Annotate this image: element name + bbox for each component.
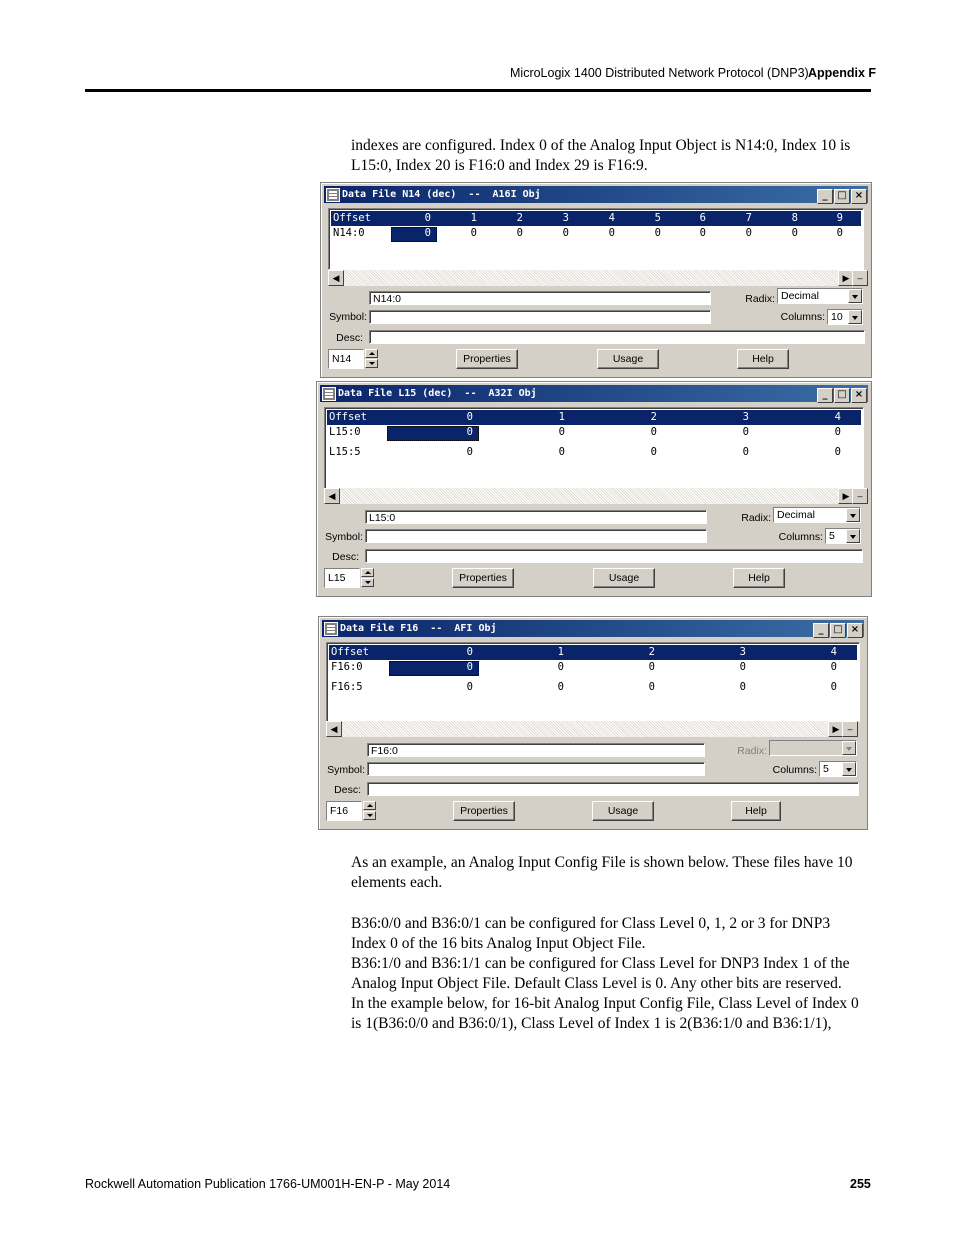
- columns-value: 10: [831, 311, 843, 323]
- text-line: B36:1/0 and B36:1/1 can be configured for Class Level for DNP3 Index 1 of the: [351, 955, 850, 972]
- window-titlebar[interactable]: [324, 186, 868, 203]
- columns-value: 5: [823, 763, 829, 775]
- table-row[interactable]: [327, 425, 861, 440]
- spin-up-icon[interactable]: [365, 349, 378, 358]
- file-spinner-value[interactable]: N14: [328, 349, 364, 369]
- symbol-field[interactable]: [369, 310, 711, 324]
- spin-up-icon[interactable]: [363, 801, 376, 810]
- maximize-icon[interactable]: □: [830, 623, 846, 638]
- split-icon[interactable]: –: [852, 488, 868, 504]
- text-line: In the example below, for 16-bit Analog Input Config File, Class Level of Index 0: [351, 995, 859, 1012]
- column-header: 4: [608, 212, 615, 224]
- chevron-down-icon[interactable]: [846, 529, 860, 543]
- columns-label: Columns:: [778, 531, 823, 543]
- column-header: 1: [470, 212, 477, 224]
- window-title: Data File F16 -- AFI Obj: [340, 623, 497, 634]
- table-cell[interactable]: 0: [739, 661, 746, 673]
- table-cell[interactable]: 0: [742, 426, 749, 438]
- spin-down-icon[interactable]: [363, 811, 376, 820]
- file-spinner[interactable]: [324, 568, 376, 588]
- table-cell[interactable]: 0: [791, 227, 798, 239]
- column-header: 3: [739, 646, 746, 658]
- text-line: elements each.: [351, 874, 443, 891]
- properties-button[interactable]: Properties: [453, 801, 515, 821]
- data-grid[interactable]: [326, 642, 860, 722]
- footer-publication: Rockwell Automation Publication 1766-UM001H-EN-P - May 2014: [85, 1177, 451, 1191]
- file-spinner-value[interactable]: F16: [326, 801, 362, 821]
- spin-down-icon[interactable]: [365, 359, 378, 368]
- table-row[interactable]: [329, 680, 857, 695]
- data-file-window-l15[interactable]: [316, 381, 872, 597]
- table-cell[interactable]: 0: [466, 426, 473, 438]
- desc-field[interactable]: [369, 330, 865, 344]
- column-header: 7: [745, 212, 752, 224]
- desc-label: Desc:: [336, 332, 363, 344]
- desc-label: Desc:: [334, 784, 361, 796]
- window-app-icon: [326, 188, 340, 202]
- table-cell[interactable]: 0: [424, 227, 431, 239]
- properties-button[interactable]: Properties: [452, 568, 514, 588]
- table-cell[interactable]: 0: [836, 227, 843, 239]
- table-cell[interactable]: 0: [516, 227, 523, 239]
- help-button[interactable]: Help: [737, 349, 789, 369]
- minimize-icon[interactable]: _: [817, 189, 833, 204]
- table-cell[interactable]: 0: [558, 446, 565, 458]
- column-header: 6: [699, 212, 706, 224]
- window-app-icon: [324, 622, 338, 636]
- column-header: Offset: [333, 212, 371, 224]
- scroll-right-icon[interactable]: ▶: [838, 488, 854, 504]
- grid-header-row: [327, 410, 861, 425]
- row-offset: N14:0: [333, 227, 365, 239]
- chevron-down-icon[interactable]: [842, 762, 856, 776]
- chevron-down-icon[interactable]: [848, 289, 862, 303]
- usage-button[interactable]: Usage: [592, 801, 654, 821]
- radix-label: Radix:: [745, 293, 775, 305]
- row-offset: L15:0: [329, 426, 361, 438]
- usage-button[interactable]: Usage: [597, 349, 659, 369]
- address-field[interactable]: L15:0: [365, 510, 707, 524]
- column-header: 0: [424, 212, 431, 224]
- data-grid[interactable]: [324, 407, 864, 489]
- text-line: As an example, an Analog Input Config File is shown below. These files have 10: [351, 854, 853, 871]
- table-cell[interactable]: 0: [466, 446, 473, 458]
- chevron-down-icon: [842, 741, 856, 755]
- table-cell[interactable]: 0: [834, 426, 841, 438]
- body-paragraph: [351, 853, 871, 893]
- row-offset: F16:0: [331, 661, 363, 673]
- scroll-track[interactable]: [344, 270, 838, 286]
- horizontal-scrollbar[interactable]: [326, 721, 860, 736]
- table-cell[interactable]: 0: [654, 227, 661, 239]
- column-header: 3: [742, 411, 749, 423]
- radix-label: Radix:: [741, 512, 771, 524]
- table-cell[interactable]: 0: [558, 426, 565, 438]
- text-line: indexes are configured. Index 0 of the Analog Input Object is N14:0, Index 10 is: [351, 137, 851, 154]
- column-header: Offset: [331, 646, 369, 658]
- columns-label: Columns:: [780, 311, 825, 323]
- scroll-right-icon[interactable]: ▶: [838, 270, 854, 286]
- scroll-right-icon[interactable]: ▶: [828, 721, 844, 737]
- chevron-down-icon[interactable]: [848, 310, 862, 324]
- table-cell[interactable]: 0: [745, 227, 752, 239]
- columns-select[interactable]: [827, 309, 863, 325]
- columns-select[interactable]: [819, 761, 857, 777]
- scroll-track[interactable]: [340, 488, 838, 504]
- intro-paragraph: [351, 136, 871, 176]
- text-line: Index 0 of the 16 bits Analog Input Object File.: [351, 935, 646, 952]
- row-offset: L15:5: [329, 446, 361, 458]
- column-header: 2: [650, 411, 657, 423]
- column-header: 3: [562, 212, 569, 224]
- column-header: 2: [516, 212, 523, 224]
- desc-label: Desc:: [332, 551, 359, 563]
- symbol-field[interactable]: [365, 529, 707, 543]
- file-spinner[interactable]: [328, 349, 380, 369]
- row-offset: F16:5: [331, 681, 363, 693]
- radix-select[interactable]: [777, 288, 863, 304]
- desc-field[interactable]: [365, 549, 863, 563]
- table-cell[interactable]: 0: [648, 681, 655, 693]
- column-header: 2: [648, 646, 655, 658]
- properties-button[interactable]: Properties: [456, 349, 518, 369]
- spin-down-icon[interactable]: [361, 578, 374, 587]
- split-icon[interactable]: –: [842, 721, 858, 737]
- help-button[interactable]: Help: [731, 801, 781, 821]
- symbol-label: Symbol:: [325, 531, 363, 543]
- scroll-left-icon[interactable]: ◀: [328, 270, 344, 286]
- data-file-window-f16[interactable]: [318, 616, 868, 830]
- table-cell[interactable]: 0: [608, 227, 615, 239]
- desc-field[interactable]: [367, 782, 859, 796]
- column-header: 8: [791, 212, 798, 224]
- window-titlebar[interactable]: [322, 620, 864, 637]
- table-cell[interactable]: 0: [742, 446, 749, 458]
- spin-up-icon[interactable]: [361, 568, 374, 577]
- table-cell[interactable]: 0: [562, 227, 569, 239]
- file-spinner[interactable]: [326, 801, 378, 821]
- symbol-label: Symbol:: [327, 764, 365, 776]
- text-line: L15:0, Index 20 is F16:0 and Index 29 is F16:9.: [351, 157, 648, 174]
- radix-select: [769, 740, 857, 756]
- address-field[interactable]: F16:0: [367, 743, 705, 757]
- scroll-left-icon[interactable]: ◀: [324, 488, 340, 504]
- column-header: 4: [830, 646, 837, 658]
- table-cell[interactable]: 0: [466, 661, 473, 673]
- help-button[interactable]: Help: [733, 568, 785, 588]
- scroll-left-icon[interactable]: ◀: [326, 721, 342, 737]
- body-paragraph: [351, 914, 871, 1034]
- close-icon[interactable]: ×: [851, 189, 867, 204]
- data-grid[interactable]: [328, 208, 864, 270]
- radix-label: Radix:: [737, 745, 767, 757]
- table-cell[interactable]: 0: [699, 227, 706, 239]
- header-rule: [85, 89, 871, 92]
- column-header: 0: [466, 411, 473, 423]
- table-cell[interactable]: 0: [470, 227, 477, 239]
- text-line: is 1(B36:0/0 and B36:0/1), Class Level of Index 1 is 2(B36:1/0 and B36:1/1),: [351, 1015, 832, 1032]
- column-header: 0: [466, 646, 473, 658]
- symbol-field[interactable]: [367, 762, 705, 776]
- table-cell[interactable]: 0: [557, 661, 564, 673]
- header-title: MicroLogix 1400 Distributed Network Protocol (DNP3): [510, 66, 809, 80]
- chevron-down-icon[interactable]: [846, 508, 860, 522]
- radix-value: Decimal: [777, 509, 815, 521]
- table-row[interactable]: [331, 226, 861, 241]
- columns-select[interactable]: [825, 528, 861, 544]
- horizontal-scrollbar[interactable]: [328, 270, 864, 285]
- horizontal-scrollbar[interactable]: [324, 488, 864, 503]
- table-row[interactable]: [329, 660, 857, 675]
- table-cell[interactable]: 0: [830, 661, 837, 673]
- maximize-icon[interactable]: □: [834, 388, 850, 403]
- page-number: 255: [850, 1177, 871, 1191]
- grid-header-row: [331, 211, 861, 226]
- grid-header-row: [329, 645, 857, 660]
- file-spinner-value[interactable]: L15: [324, 568, 360, 588]
- table-cell[interactable]: 0: [739, 681, 746, 693]
- text-line: B36:0/0 and B36:0/1 can be configured for Class Level 0, 1, 2 or 3 for DNP3: [351, 915, 831, 932]
- column-header: Offset: [329, 411, 367, 423]
- usage-button[interactable]: Usage: [593, 568, 655, 588]
- column-header: 4: [834, 411, 841, 423]
- header-section: Appendix F: [808, 66, 877, 80]
- column-header: 1: [558, 411, 565, 423]
- data-file-window-n14[interactable]: [320, 182, 872, 378]
- columns-value: 5: [829, 530, 835, 542]
- minimize-icon[interactable]: _: [817, 388, 833, 403]
- close-icon[interactable]: ×: [847, 623, 863, 638]
- window-titlebar[interactable]: [320, 385, 868, 402]
- radix-select[interactable]: [773, 507, 861, 523]
- window-title: Data File L15 (dec) -- A32I Obj: [338, 388, 537, 399]
- table-cell[interactable]: 0: [648, 661, 655, 673]
- table-cell[interactable]: 0: [834, 446, 841, 458]
- symbol-label: Symbol:: [329, 311, 367, 323]
- table-row[interactable]: [327, 445, 861, 460]
- window-app-icon: [322, 387, 336, 401]
- scroll-track[interactable]: [342, 721, 828, 737]
- column-header: 1: [557, 646, 564, 658]
- column-header: 5: [654, 212, 661, 224]
- radix-value: Decimal: [781, 290, 819, 302]
- table-cell[interactable]: 0: [466, 681, 473, 693]
- close-icon[interactable]: ×: [851, 388, 867, 403]
- minimize-icon[interactable]: _: [813, 623, 829, 638]
- table-cell[interactable]: 0: [650, 446, 657, 458]
- maximize-icon[interactable]: □: [834, 189, 850, 204]
- table-cell[interactable]: 0: [830, 681, 837, 693]
- window-title: Data File N14 (dec) -- A16I Obj: [342, 189, 541, 200]
- text-line: Analog Input Object File. Default Class Level is 0. Any other bits are reserved.: [351, 975, 842, 992]
- table-cell[interactable]: 0: [650, 426, 657, 438]
- address-field[interactable]: N14:0: [369, 291, 711, 305]
- table-cell[interactable]: 0: [557, 681, 564, 693]
- columns-label: Columns:: [772, 764, 817, 776]
- column-header: 9: [836, 212, 843, 224]
- split-icon[interactable]: –: [852, 270, 868, 286]
